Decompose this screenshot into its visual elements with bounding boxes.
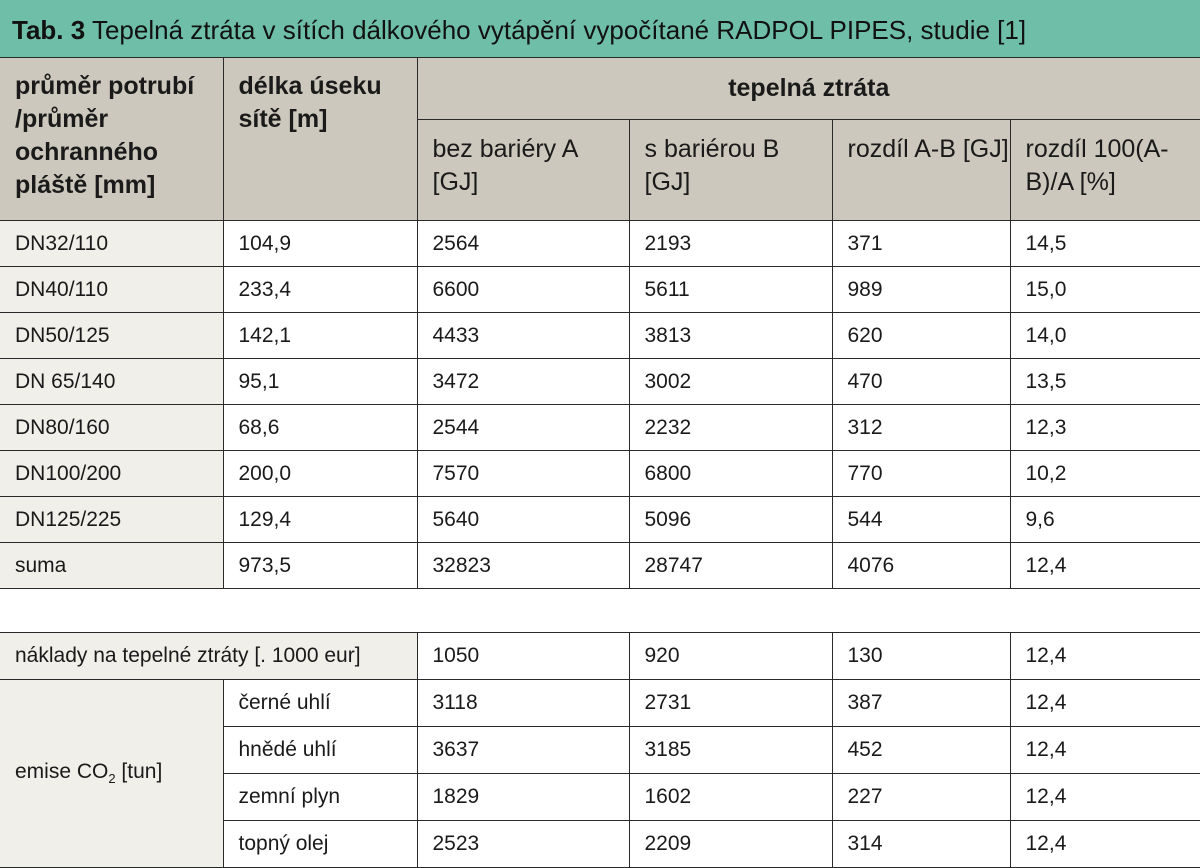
header-col-diff: rozdíl A-B [GJ]	[832, 120, 1010, 221]
emissions-label: emise $CO_2$ [tun]	[0, 680, 223, 868]
fuel-label: zemní plyn	[223, 774, 417, 821]
table-cell: 3813	[629, 313, 832, 359]
table-cell: 973,5	[223, 543, 417, 589]
table-cell: 2193	[629, 221, 832, 267]
row-label: DN125/225	[0, 497, 223, 543]
table-cell: 12,4	[1010, 774, 1200, 821]
table-cell: 2731	[629, 680, 832, 727]
table-cell: 12,4	[1010, 727, 1200, 774]
table-cell: 227	[832, 774, 1010, 821]
table-cell: 989	[832, 267, 1010, 313]
table-cell: 12,4	[1010, 680, 1200, 727]
table-cell: 14,5	[1010, 221, 1200, 267]
table-cell: 1050	[417, 633, 629, 680]
table-cell: 620	[832, 313, 1010, 359]
table-row	[0, 313, 1200, 359]
header-heat-loss: tepelná ztráta	[417, 58, 1200, 120]
table-row	[0, 267, 1200, 313]
table-cell: 6800	[629, 451, 832, 497]
fuel-label: hnědé uhlí	[223, 727, 417, 774]
table-cell: 12,4	[1010, 633, 1200, 680]
table-cell: 14,0	[1010, 313, 1200, 359]
table-row-emissions	[0, 680, 1200, 727]
table-cell: 1829	[417, 774, 629, 821]
row-label: DN40/110	[0, 267, 223, 313]
table-cell: 2544	[417, 405, 629, 451]
table-cell: 5640	[417, 497, 629, 543]
table-cell: 920	[629, 633, 832, 680]
table-cell: 2232	[629, 405, 832, 451]
table-cell: 314	[832, 821, 1010, 868]
table-cell: 1602	[629, 774, 832, 821]
table-cell: 7570	[417, 451, 629, 497]
table-cell: 452	[832, 727, 1010, 774]
header-col-b: s bariérou B [GJ]	[629, 120, 832, 221]
table-cell: 15,0	[1010, 267, 1200, 313]
header-diameter: průměr potrubí /průměr ochranného pláště [mm]	[0, 58, 223, 221]
table-row	[0, 405, 1200, 451]
caption-text: Tepelná ztráta v sítích dálkového vytápění vypočítané RADPOL PIPES, studie [1]	[91, 15, 1027, 45]
fuel-label: černé uhlí	[223, 680, 417, 727]
table-cell: 6600	[417, 267, 629, 313]
row-label: DN100/200	[0, 451, 223, 497]
table-cell: 142,1	[223, 313, 417, 359]
costs-emissions-table	[0, 632, 1200, 868]
table-cell: 312	[832, 405, 1010, 451]
table-cell: 371	[832, 221, 1010, 267]
table-cell: 13,5	[1010, 359, 1200, 405]
table-row-costs	[0, 633, 1200, 680]
table-cell: 3637	[417, 727, 629, 774]
row-label: suma	[0, 543, 223, 589]
table-cell: 770	[832, 451, 1010, 497]
table-cell: 3002	[629, 359, 832, 405]
header-col-pct: rozdíl 100(A-B)/A [%]	[1010, 120, 1200, 221]
heat-loss-table	[0, 57, 1200, 589]
table-cell: 2564	[417, 221, 629, 267]
table-cell: 470	[832, 359, 1010, 405]
costs-label: náklady na tepelné ztráty [. 1000 eur]	[0, 633, 417, 680]
table-caption	[0, 0, 1200, 57]
table-row	[0, 497, 1200, 543]
table-cell: 32823	[417, 543, 629, 589]
header-length: délka úseku sítě [m]	[223, 58, 417, 221]
table-cell: 12,4	[1010, 821, 1200, 868]
table-row	[0, 543, 1200, 589]
table-cell: 4076	[832, 543, 1010, 589]
header-col-a: bez bariéry A [GJ]	[417, 120, 629, 221]
table-cell: 9,6	[1010, 497, 1200, 543]
table-cell: 3118	[417, 680, 629, 727]
table-cell: 544	[832, 497, 1010, 543]
table-row	[0, 451, 1200, 497]
table-cell: 2523	[417, 821, 629, 868]
table-cell: 10,2	[1010, 451, 1200, 497]
table-cell: 4433	[417, 313, 629, 359]
table-cell: 387	[832, 680, 1010, 727]
row-label: DN32/110	[0, 221, 223, 267]
table-cell: 12,4	[1010, 543, 1200, 589]
row-label: DN 65/140	[0, 359, 223, 405]
fuel-label: topný olej	[223, 821, 417, 868]
table-cell: 95,1	[223, 359, 417, 405]
table-cell: 68,6	[223, 405, 417, 451]
table-cell: 200,0	[223, 451, 417, 497]
table-cell: 233,4	[223, 267, 417, 313]
table-cell: 28747	[629, 543, 832, 589]
table-cell: 104,9	[223, 221, 417, 267]
table-row	[0, 221, 1200, 267]
table-cell: 129,4	[223, 497, 417, 543]
table-cell: 5096	[629, 497, 832, 543]
caption-label: Tab. 3	[12, 15, 86, 45]
table-cell: 5611	[629, 267, 832, 313]
table-cell: 3185	[629, 727, 832, 774]
row-label: DN50/125	[0, 313, 223, 359]
table-cell: 3472	[417, 359, 629, 405]
row-label: DN80/160	[0, 405, 223, 451]
table-cell: 130	[832, 633, 1010, 680]
table-row	[0, 359, 1200, 405]
table-cell: 12,3	[1010, 405, 1200, 451]
table-cell: 2209	[629, 821, 832, 868]
